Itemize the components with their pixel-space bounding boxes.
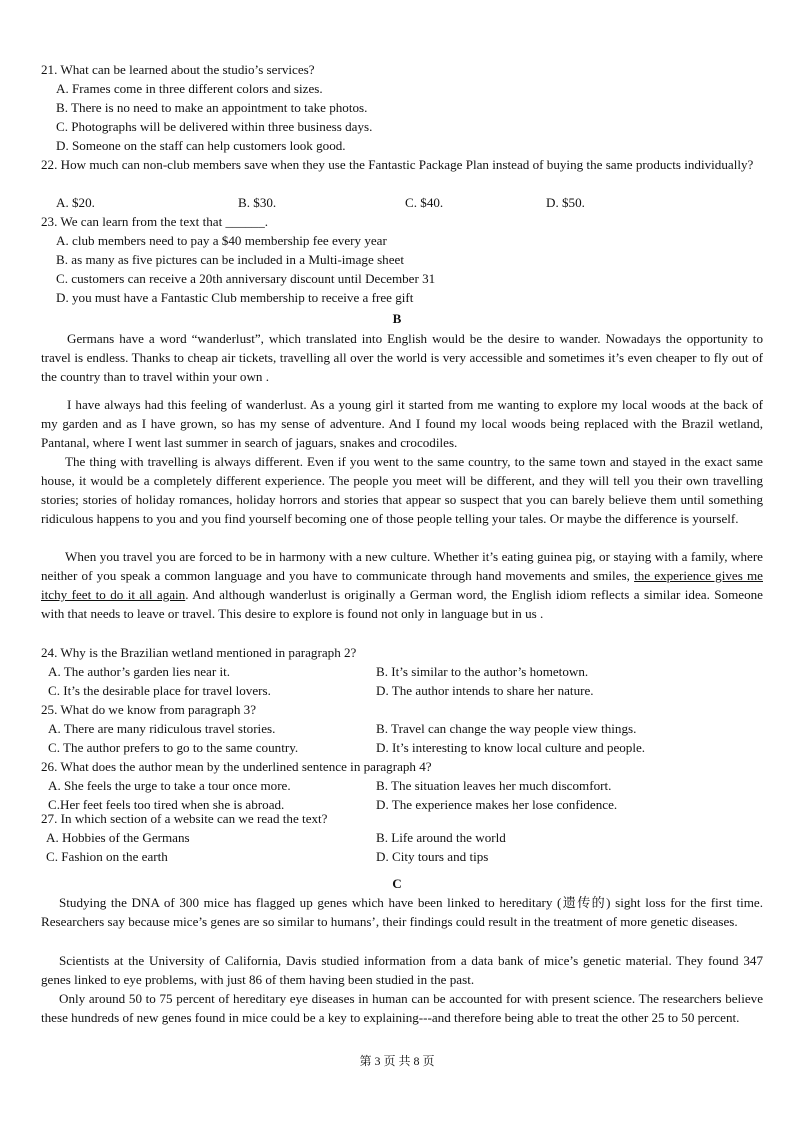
q25-option-b: B. Travel can change the way people view things. — [376, 721, 637, 736]
q27-option-b: B. Life around the world — [376, 830, 506, 845]
q25-option-c: C. The author prefers to go to the same country. — [48, 740, 299, 755]
underlined-sentence: the experience gives me itchy feet to do it all again — [41, 568, 763, 602]
q25-stem: 25. What do we know from paragraph 3? — [41, 702, 257, 717]
q21-option-b: B. There is no need to make an appointment to take photos. — [56, 100, 368, 115]
q23-option-a: A. club members need to pay a $40 membership fee every year — [56, 233, 387, 248]
q26-option-c: C.Her feet feels too tired when she is abroad. — [48, 797, 285, 812]
section-c-paragraph-3: Only around 50 to 75 percent of hereditary eye diseases in human can be accounted for with present science. The researchers believe these hundreds of new genes found in mice could be a key to explaining---and therefore being able to treat the other 25 to 50 percent. — [41, 991, 763, 1025]
q25-option-a: A. There are many ridiculous travel stories. — [48, 721, 276, 736]
q27-option-d: D. City tours and tips — [376, 849, 489, 864]
q23-option-b: B. as many as five pictures can be included in a Multi-image sheet — [56, 252, 404, 267]
q25-option-d: D. It’s interesting to know local culture and people. — [376, 740, 646, 755]
section-b-paragraph-3: The thing with travelling is always different. Even if you went to the same country, to the same town and stayed in the exact same house, it would be a completely different experience. The people you meet will be different, and they will tell you their own travelling stories; stories of holiday romances, holiday horrors and stories that appear so suspect that you can barely believe them until something ridiculous happens to you and you find yourself becoming one of those people telling your tales. Or maybe the difference is yourself. — [41, 454, 763, 526]
q21-option-d: D. Someone on the staff can help customers look good. — [56, 138, 346, 153]
q21-stem: 21. What can be learned about the studio’s services? — [41, 62, 315, 77]
q24-option-c: C. It’s the desirable place for travel lovers. — [48, 683, 271, 698]
q22-option-a: A. $20. — [56, 195, 95, 210]
q23-option-c: C. customers can receive a 20th anniversary discount until December 31 — [56, 271, 436, 286]
section-b-paragraph-2: I have always had this feeling of wanderlust. As a young girl it started from me wanting to explore my local woods at the back of my garden and as I have grown, so has my sense of adventure. And I found my local woods being replaced with the Brazil wetland, Pantanal, where I went last summer in search of jaguars, snakes and crocodiles. — [41, 397, 763, 450]
q26-stem: 26. What does the author mean by the underlined sentence in paragraph 4? — [41, 759, 432, 774]
q21-option-c: C. Photographs will be delivered within three business days. — [56, 119, 373, 134]
paragraph-4-text-before: When you travel you are forced to be in harmony with a new culture. Whether it’s eating guinea pig, or staying with a family, where neither of you speak a common language and you have to communicate through hand movements and smiles, — [41, 549, 763, 583]
q26-option-a: A. She feels the urge to take a tour once more. — [48, 778, 291, 793]
section-c-paragraph-2: Scientists at the University of California, Davis studied information from a data bank of mice’s genetic material. They found 347 genes linked to eye problems, with just 86 of them having been studied in the past. — [41, 953, 763, 987]
q24-option-a: A. The author’s garden lies near it. — [48, 664, 231, 679]
paragraph-4-text-after: . And although wanderlust is originally a German word, the English idiom reflects a similar idea. Someone with that needs to leave or travel. This desire to explore is found not only in language but in us . — [41, 587, 763, 621]
q23-option-d: D. you must have a Fantastic Club membership to receive a free gift — [56, 290, 414, 305]
q23-stem: 23. We can learn from the text that ______. — [41, 214, 269, 229]
section-c-heading: C — [392, 876, 402, 891]
section-b-paragraph-1: Germans have a word “wanderlust”, which translated into English would be the desire to wander. Nowadays the opportunity to travel is endless. Thanks to cheap air tickets, travelling all over the world is very accessible and sometimes it’s even cheaper to fly out of the country than to travel within your own . — [41, 331, 763, 384]
q24-stem: 24. Why is the Brazilian wetland mentioned in paragraph 2? — [41, 645, 357, 660]
q27-stem: 27. In which section of a website can we read the text? — [41, 811, 328, 826]
q22-option-b: B. $30. — [238, 195, 277, 210]
q21-option-a: A. Frames come in three different colors and sizes. — [56, 81, 323, 96]
q26-option-b: B. The situation leaves her much discomfort. — [376, 778, 612, 793]
q22-option-c: C. $40. — [405, 195, 444, 210]
q27-option-c: C. Fashion on the earth — [46, 849, 168, 864]
page-number-footer: 第 3 页 共 8 页 — [359, 1054, 435, 1068]
section-b-paragraph-4 — [41, 547, 763, 623]
q22-option-d: D. $50. — [546, 195, 585, 210]
q27-option-a: A. Hobbies of the Germans — [46, 830, 190, 845]
section-c-paragraph-1: Studying the DNA of 300 mice has flagged up genes which have been linked to hereditary (遗传的) sight loss for the first time. Researchers say because mice’s genes are so similar to humans’, their findings could result in the treatment of more genetic diseases. — [41, 895, 763, 929]
q26-option-d: D. The experience makes her lose confidence. — [376, 797, 618, 812]
q22-stem: 22. How much can non-club members save when they use the Fantastic Package Plan instead of buying the same products individually? — [41, 157, 754, 172]
q24-option-b: B. It’s similar to the author’s hometown. — [376, 664, 589, 679]
section-b-heading: B — [392, 311, 402, 326]
q24-option-d: D. The author intends to share her nature. — [376, 683, 594, 698]
